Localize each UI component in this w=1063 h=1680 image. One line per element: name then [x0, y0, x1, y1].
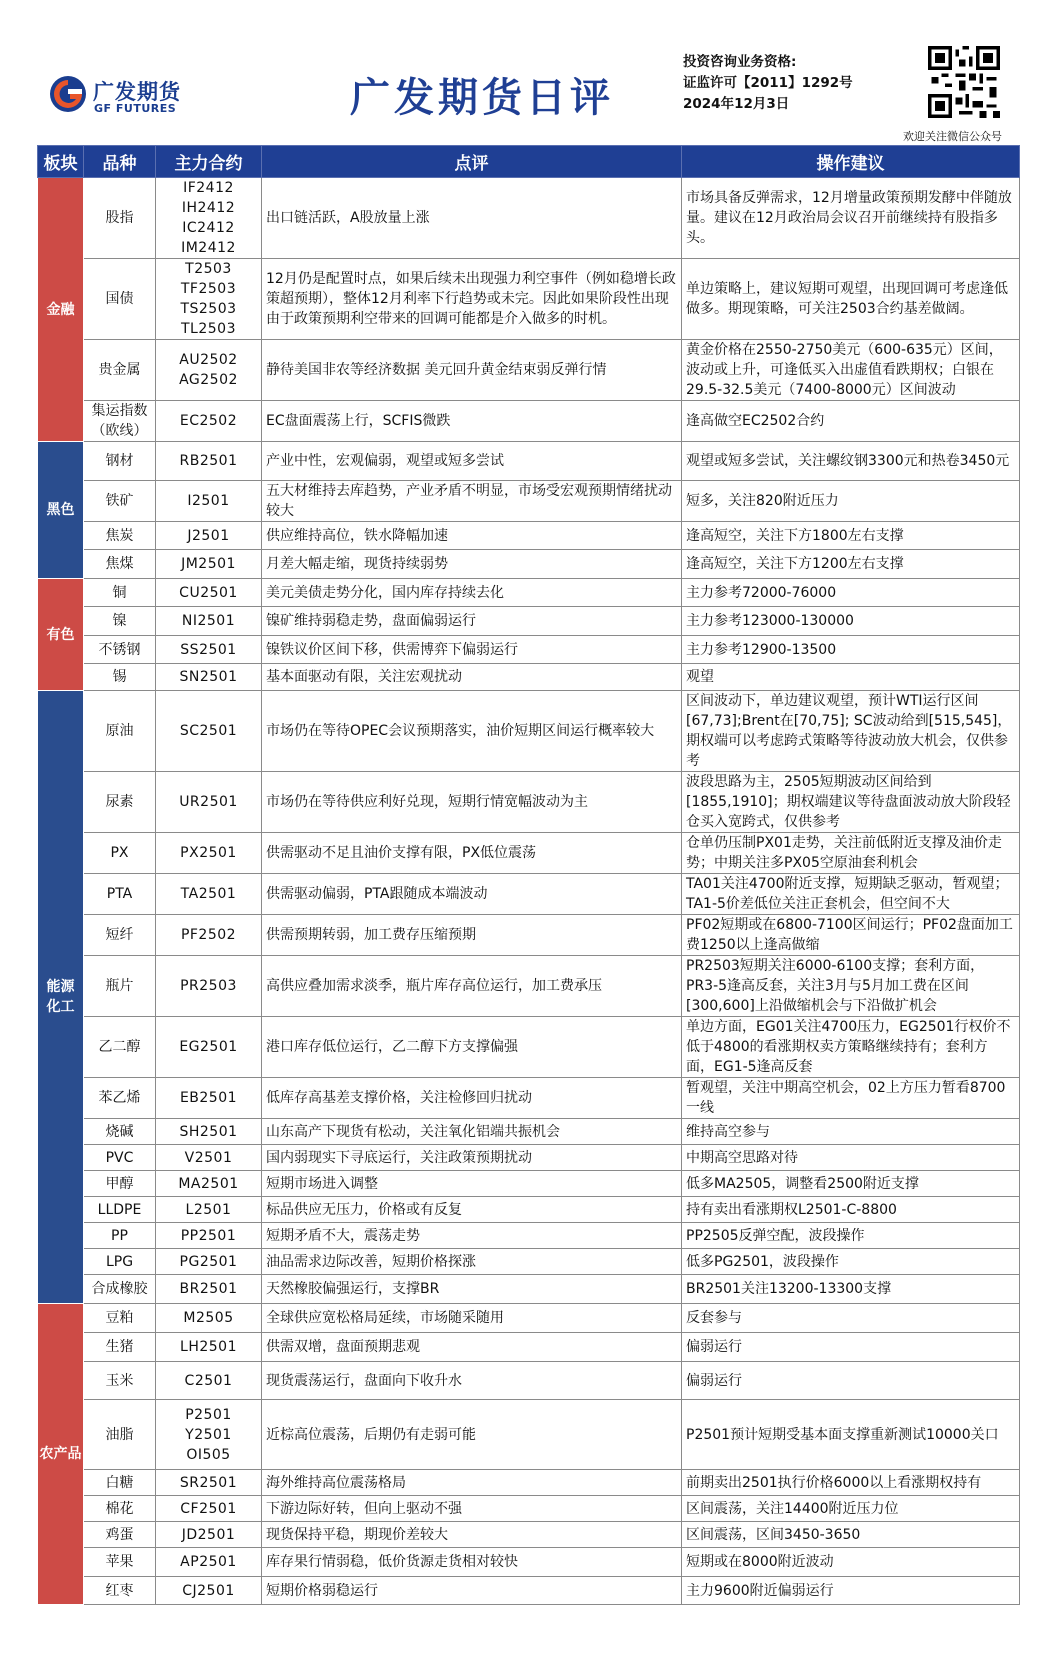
advice-cell: 维持高空参与: [682, 1119, 1020, 1145]
advice-cell: 仓单仍压制PX01走势，关注前低附近支撑及油价走势；中期关注多PX05空原油套利机会: [682, 833, 1020, 874]
advice-cell: 反套参与: [682, 1304, 1020, 1333]
contract-cell: EC2502: [156, 401, 262, 442]
variety-cell: 原油: [84, 691, 156, 772]
variety-cell: LPG: [84, 1249, 156, 1275]
advice-cell: 前期卖出2501执行价格6000以上看涨期权持有: [682, 1470, 1020, 1496]
variety-cell: 尿素: [84, 772, 156, 833]
sector-cell: 黑色: [38, 442, 84, 579]
sector-cell: 农产品: [38, 1304, 84, 1605]
variety-cell: 玉米: [84, 1362, 156, 1400]
contract-cell: JM2501: [156, 550, 262, 579]
variety-cell: PTA: [84, 874, 156, 915]
table-row: [38, 1470, 1020, 1496]
commentary-table: [37, 145, 1020, 1605]
contract-cell: PG2501: [156, 1249, 262, 1275]
contract-cell: EB2501: [156, 1078, 262, 1119]
variety-cell: 锡: [84, 664, 156, 691]
variety-cell: PP: [84, 1223, 156, 1249]
header-comment: 点评: [262, 146, 682, 178]
header-contract: 主力合约: [156, 146, 262, 178]
comment-cell: 镍铁议价区间下移，供需博弈下偏弱运行: [262, 636, 682, 664]
advice-cell: 主力参考72000-76000: [682, 579, 1020, 607]
advice-cell: 主力参考123000-130000: [682, 607, 1020, 636]
table-row: [38, 1249, 1020, 1275]
table-row: [38, 1275, 1020, 1304]
variety-cell: 国债: [84, 259, 156, 340]
table-row: [38, 401, 1020, 442]
table-row: [38, 915, 1020, 956]
contract-cell: BR2501: [156, 1275, 262, 1304]
comment-cell: 供需双增，盘面预期悲观: [262, 1333, 682, 1362]
advice-cell: 主力9600附近偏弱运行: [682, 1577, 1020, 1605]
license-text: 证监许可【2011】1292号: [683, 75, 853, 91]
variety-cell: 白糖: [84, 1470, 156, 1496]
variety-cell: 红枣: [84, 1577, 156, 1605]
report-date: 2024年12月3日: [683, 96, 790, 112]
wechat-qr-code-icon: [928, 46, 1000, 118]
contract-cell: CU2501: [156, 579, 262, 607]
advice-cell: 单边方面，EG01关注4700压力，EG2501行权价不低于4800的看涨期权卖方策略继续持有；套利方面，EG1-5逢高反套: [682, 1017, 1020, 1078]
variety-cell: 集运指数（欧线）: [84, 401, 156, 442]
advice-cell: 低多PG2501，波段操作: [682, 1249, 1020, 1275]
variety-cell: 短纤: [84, 915, 156, 956]
contract-cell: RB2501: [156, 442, 262, 481]
table-row: [38, 1548, 1020, 1577]
table-row: [38, 833, 1020, 874]
gf-futures-logo: [48, 74, 198, 118]
contract-cell: NI2501: [156, 607, 262, 636]
variety-cell: 合成橡胶: [84, 1275, 156, 1304]
advice-cell: PP2505反弹空配，波段操作: [682, 1223, 1020, 1249]
advice-cell: 逢高短空，关注下方1200左右支撑: [682, 550, 1020, 579]
table-row: [38, 1223, 1020, 1249]
advice-cell: 区间波动下，单边建议观望，预计WTI运行区间[67,73];Brent在[70,75]; SC波动给到[515,545]，期权端可以考虑跨式策略等待波动放大机会，仅供参考: [682, 691, 1020, 772]
contract-cell: IF2412 IH2412 IC2412 IM2412: [156, 178, 262, 259]
contract-cell: PP2501: [156, 1223, 262, 1249]
variety-cell: 苹果: [84, 1548, 156, 1577]
table-row: [38, 1522, 1020, 1548]
table-row: [38, 1400, 1020, 1470]
contract-cell: SS2501: [156, 636, 262, 664]
contract-cell: P2501 Y2501 OI505: [156, 1400, 262, 1470]
contract-cell: CF2501: [156, 1496, 262, 1522]
advice-cell: TA01关注4700附近支撑，短期缺乏驱动，暂观望；TA1-5价差低位关注正套机会，但空间不大: [682, 874, 1020, 915]
advice-cell: PF02短期或在6800-7100区间运行；PF02盘面加工费1250以上逢高做缩: [682, 915, 1020, 956]
table-row: [38, 1145, 1020, 1171]
table-row: [38, 481, 1020, 522]
contract-cell: M2505: [156, 1304, 262, 1333]
logo-chinese-text: 广发期货: [93, 80, 181, 104]
header-advice: 操作建议: [682, 146, 1020, 178]
contract-cell: SC2501: [156, 691, 262, 772]
advice-cell: 黄金价格在2550-2750美元（600-635元）区间，波动或上升，可逢低买入出虚值看跌期权；白银在29.5-32.5美元（7400-8000元）区间波动: [682, 340, 1020, 401]
advice-cell: BR2501关注13200-13300支撑: [682, 1275, 1020, 1304]
advice-cell: 逢高做空EC2502合约: [682, 401, 1020, 442]
qr-caption: 欢迎关注微信公众号: [903, 130, 1002, 143]
advice-cell: 短期或在8000附近波动: [682, 1548, 1020, 1577]
comment-cell: 月差大幅走缩，现货持续弱势: [262, 550, 682, 579]
contract-cell: PF2502: [156, 915, 262, 956]
advice-cell: 观望: [682, 664, 1020, 691]
contract-cell: AP2501: [156, 1548, 262, 1577]
table-row: [38, 1078, 1020, 1119]
contract-cell: UR2501: [156, 772, 262, 833]
comment-cell: 供应维持高位，铁水降幅加速: [262, 522, 682, 550]
advice-cell: 偏弱运行: [682, 1333, 1020, 1362]
table-row: [38, 442, 1020, 481]
table-row: [38, 607, 1020, 636]
table-row: [38, 1171, 1020, 1197]
variety-cell: 棉花: [84, 1496, 156, 1522]
comment-cell: 现货保持平稳，期现价差较大: [262, 1522, 682, 1548]
advice-cell: 暂观望，关注中期高空机会，02上方压力暂看8700一线: [682, 1078, 1020, 1119]
table-row: [38, 1304, 1020, 1333]
comment-cell: 油品需求边际改善，短期价格探涨: [262, 1249, 682, 1275]
sector-cell: 金融: [38, 178, 84, 442]
contract-cell: J2501: [156, 522, 262, 550]
advice-cell: 主力参考12900-13500: [682, 636, 1020, 664]
advice-cell: 波段思路为主，2505短期波动区间给到[1855,1910]；期权端建议等待盘面波动放大阶段轻仓买入宽跨式，仅供参考: [682, 772, 1020, 833]
comment-cell: 下游边际好转，但向上驱动不强: [262, 1496, 682, 1522]
comment-cell: 出口链活跃，A股放量上涨: [262, 178, 682, 259]
comment-cell: 现货震荡运行，盘面向下收升水: [262, 1362, 682, 1400]
table-row: [38, 178, 1020, 259]
comment-cell: 短期矛盾不大，震荡走势: [262, 1223, 682, 1249]
advice-cell: 区间震荡，关注14400附近压力位: [682, 1496, 1020, 1522]
advice-cell: 市场具备反弹需求，12月增量政策预期发酵中伴随放量。建议在12月政治局会议召开前继续持有股指多头。: [682, 178, 1020, 259]
table-row: [38, 956, 1020, 1017]
comment-cell: 供需驱动偏弱，PTA跟随成本端波动: [262, 874, 682, 915]
variety-cell: 甲醇: [84, 1171, 156, 1197]
contract-cell: JD2501: [156, 1522, 262, 1548]
contract-cell: PX2501: [156, 833, 262, 874]
advice-cell: P2501预计短期受基本面支撑重新测试10000关口: [682, 1400, 1020, 1470]
comment-cell: 短期价格弱稳运行: [262, 1577, 682, 1605]
variety-cell: 苯乙烯: [84, 1078, 156, 1119]
variety-cell: 生猪: [84, 1333, 156, 1362]
variety-cell: 油脂: [84, 1400, 156, 1470]
contract-cell: T2503 TF2503 TS2503 TL2503: [156, 259, 262, 340]
advice-cell: 低多MA2505，调整看2500附近支撑: [682, 1171, 1020, 1197]
comment-cell: 供需预期转弱，加工费存压缩预期: [262, 915, 682, 956]
table-row: [38, 1119, 1020, 1145]
qualification-text: 投资咨询业务资格:: [683, 54, 797, 70]
comment-cell: 库存果行情弱稳，低价货源走货相对较快: [262, 1548, 682, 1577]
comment-cell: 近棕高位震荡，后期仍有走弱可能: [262, 1400, 682, 1470]
table-row: [38, 664, 1020, 691]
table-row: [38, 1362, 1020, 1400]
license-info: [683, 52, 853, 115]
sector-cell: 有色: [38, 579, 84, 691]
variety-cell: 瓶片: [84, 956, 156, 1017]
comment-cell: 镍矿维持弱稳走势，盘面偏弱运行: [262, 607, 682, 636]
gf-logo-icon: [48, 74, 88, 114]
table-row: [38, 1197, 1020, 1223]
contract-cell: I2501: [156, 481, 262, 522]
contract-cell: AU2502 AG2502: [156, 340, 262, 401]
comment-cell: 市场仍在等待供应利好兑现，短期行情宽幅波动为主: [262, 772, 682, 833]
contract-cell: TA2501: [156, 874, 262, 915]
comment-cell: 港口库存低位运行，乙二醇下方支撑偏强: [262, 1017, 682, 1078]
contract-cell: C2501: [156, 1362, 262, 1400]
contract-cell: LH2501: [156, 1333, 262, 1362]
table-row: [38, 636, 1020, 664]
variety-cell: 铜: [84, 579, 156, 607]
comment-cell: 市场仍在等待OPEC会议预期落实，油价短期区间运行概率较大: [262, 691, 682, 772]
variety-cell: 乙二醇: [84, 1017, 156, 1078]
contract-cell: V2501: [156, 1145, 262, 1171]
table-row: [38, 1496, 1020, 1522]
sector-cell: 能源 化工: [38, 691, 84, 1304]
variety-cell: 焦煤: [84, 550, 156, 579]
header-variety: 品种: [84, 146, 156, 178]
comment-cell: 国内弱现实下寻底运行，关注政策预期扰动: [262, 1145, 682, 1171]
comment-cell: 五大材维持去库趋势，产业矛盾不明显，市场受宏观预期情绪扰动较大: [262, 481, 682, 522]
variety-cell: 焦炭: [84, 522, 156, 550]
variety-cell: 铁矿: [84, 481, 156, 522]
table-row: [38, 259, 1020, 340]
contract-cell: CJ2501: [156, 1577, 262, 1605]
comment-cell: 标品供应无压力，价格或有反复: [262, 1197, 682, 1223]
variety-cell: 贵金属: [84, 340, 156, 401]
table-row: [38, 340, 1020, 401]
advice-cell: 逢高短空，关注下方1800左右支撑: [682, 522, 1020, 550]
table-row: [38, 579, 1020, 607]
comment-cell: 低库存高基差支撑价格，关注检修回归扰动: [262, 1078, 682, 1119]
variety-cell: 豆粕: [84, 1304, 156, 1333]
advice-cell: 中期高空思路对待: [682, 1145, 1020, 1171]
variety-cell: 钢材: [84, 442, 156, 481]
contract-cell: L2501: [156, 1197, 262, 1223]
comment-cell: 12月仍是配置时点，如果后续未出现强力利空事件（例如稳增长政策超预期），整体12月利率下行趋势或未完。因此如果阶段性出现由于政策预期利空带来的回调可能都是介入做多的时机。: [262, 259, 682, 340]
table-row: [38, 772, 1020, 833]
header-sector: 板块: [38, 146, 84, 178]
table-row: [38, 1333, 1020, 1362]
table-row: [38, 1017, 1020, 1078]
contract-cell: SN2501: [156, 664, 262, 691]
logo-english-text: GF FUTURES: [94, 102, 177, 115]
contract-cell: MA2501: [156, 1171, 262, 1197]
comment-cell: 山东高产下现货有松动，关注氧化铝端共振机会: [262, 1119, 682, 1145]
contract-cell: SH2501: [156, 1119, 262, 1145]
report-header: [0, 0, 1063, 145]
advice-cell: 区间震荡，区间3450-3650: [682, 1522, 1020, 1548]
comment-cell: 短期市场进入调整: [262, 1171, 682, 1197]
contract-cell: SR2501: [156, 1470, 262, 1496]
table-row: [38, 691, 1020, 772]
advice-cell: 单边策略上，建议短期可观望，出现回调可考虑逢低做多。期现策略，可关注2503合约基差做阔。: [682, 259, 1020, 340]
variety-cell: 烧碱: [84, 1119, 156, 1145]
comment-cell: 美元美债走势分化，国内库存持续去化: [262, 579, 682, 607]
comment-cell: 产业中性，宏观偏弱，观望或短多尝试: [262, 442, 682, 481]
advice-cell: 观望或短多尝试，关注螺纹钢3300元和热卷3450元: [682, 442, 1020, 481]
contract-cell: PR2503: [156, 956, 262, 1017]
advice-cell: 偏弱运行: [682, 1362, 1020, 1400]
table-body: [38, 178, 1020, 1605]
advice-cell: 短多，关注820附近压力: [682, 481, 1020, 522]
contract-cell: EG2501: [156, 1017, 262, 1078]
comment-cell: 基本面驱动有限，关注宏观扰动: [262, 664, 682, 691]
variety-cell: PX: [84, 833, 156, 874]
table-row: [38, 550, 1020, 579]
comment-cell: EC盘面震荡上行，SCFIS微跌: [262, 401, 682, 442]
variety-cell: PVC: [84, 1145, 156, 1171]
table-row: [38, 522, 1020, 550]
variety-cell: LLDPE: [84, 1197, 156, 1223]
comment-cell: 海外维持高位震荡格局: [262, 1470, 682, 1496]
variety-cell: 股指: [84, 178, 156, 259]
table-row: [38, 1577, 1020, 1605]
advice-cell: 持有卖出看涨期权L2501-C-8800: [682, 1197, 1020, 1223]
comment-cell: 高供应叠加需求淡季，瓶片库存高位运行，加工费承压: [262, 956, 682, 1017]
table-header-row: [38, 146, 1020, 178]
variety-cell: 不锈钢: [84, 636, 156, 664]
table-row: [38, 874, 1020, 915]
comment-cell: 全球供应宽松格局延续，市场随采随用: [262, 1304, 682, 1333]
report-title: 广发期货日评: [350, 75, 614, 121]
comment-cell: 供需驱动不足且油价支撑有限，PX低位震荡: [262, 833, 682, 874]
advice-cell: PR2503短期关注6000-6100支撑；套利方面，PR3-5逢高反套，关注3月与5月加工费在区间[300,600]上沿做缩机会与下沿做扩机会: [682, 956, 1020, 1017]
comment-cell: 静待美国非农等经济数据 美元回升黄金结束弱反弹行情: [262, 340, 682, 401]
variety-cell: 镍: [84, 607, 156, 636]
variety-cell: 鸡蛋: [84, 1522, 156, 1548]
comment-cell: 天然橡胶偏强运行，支撑BR: [262, 1275, 682, 1304]
